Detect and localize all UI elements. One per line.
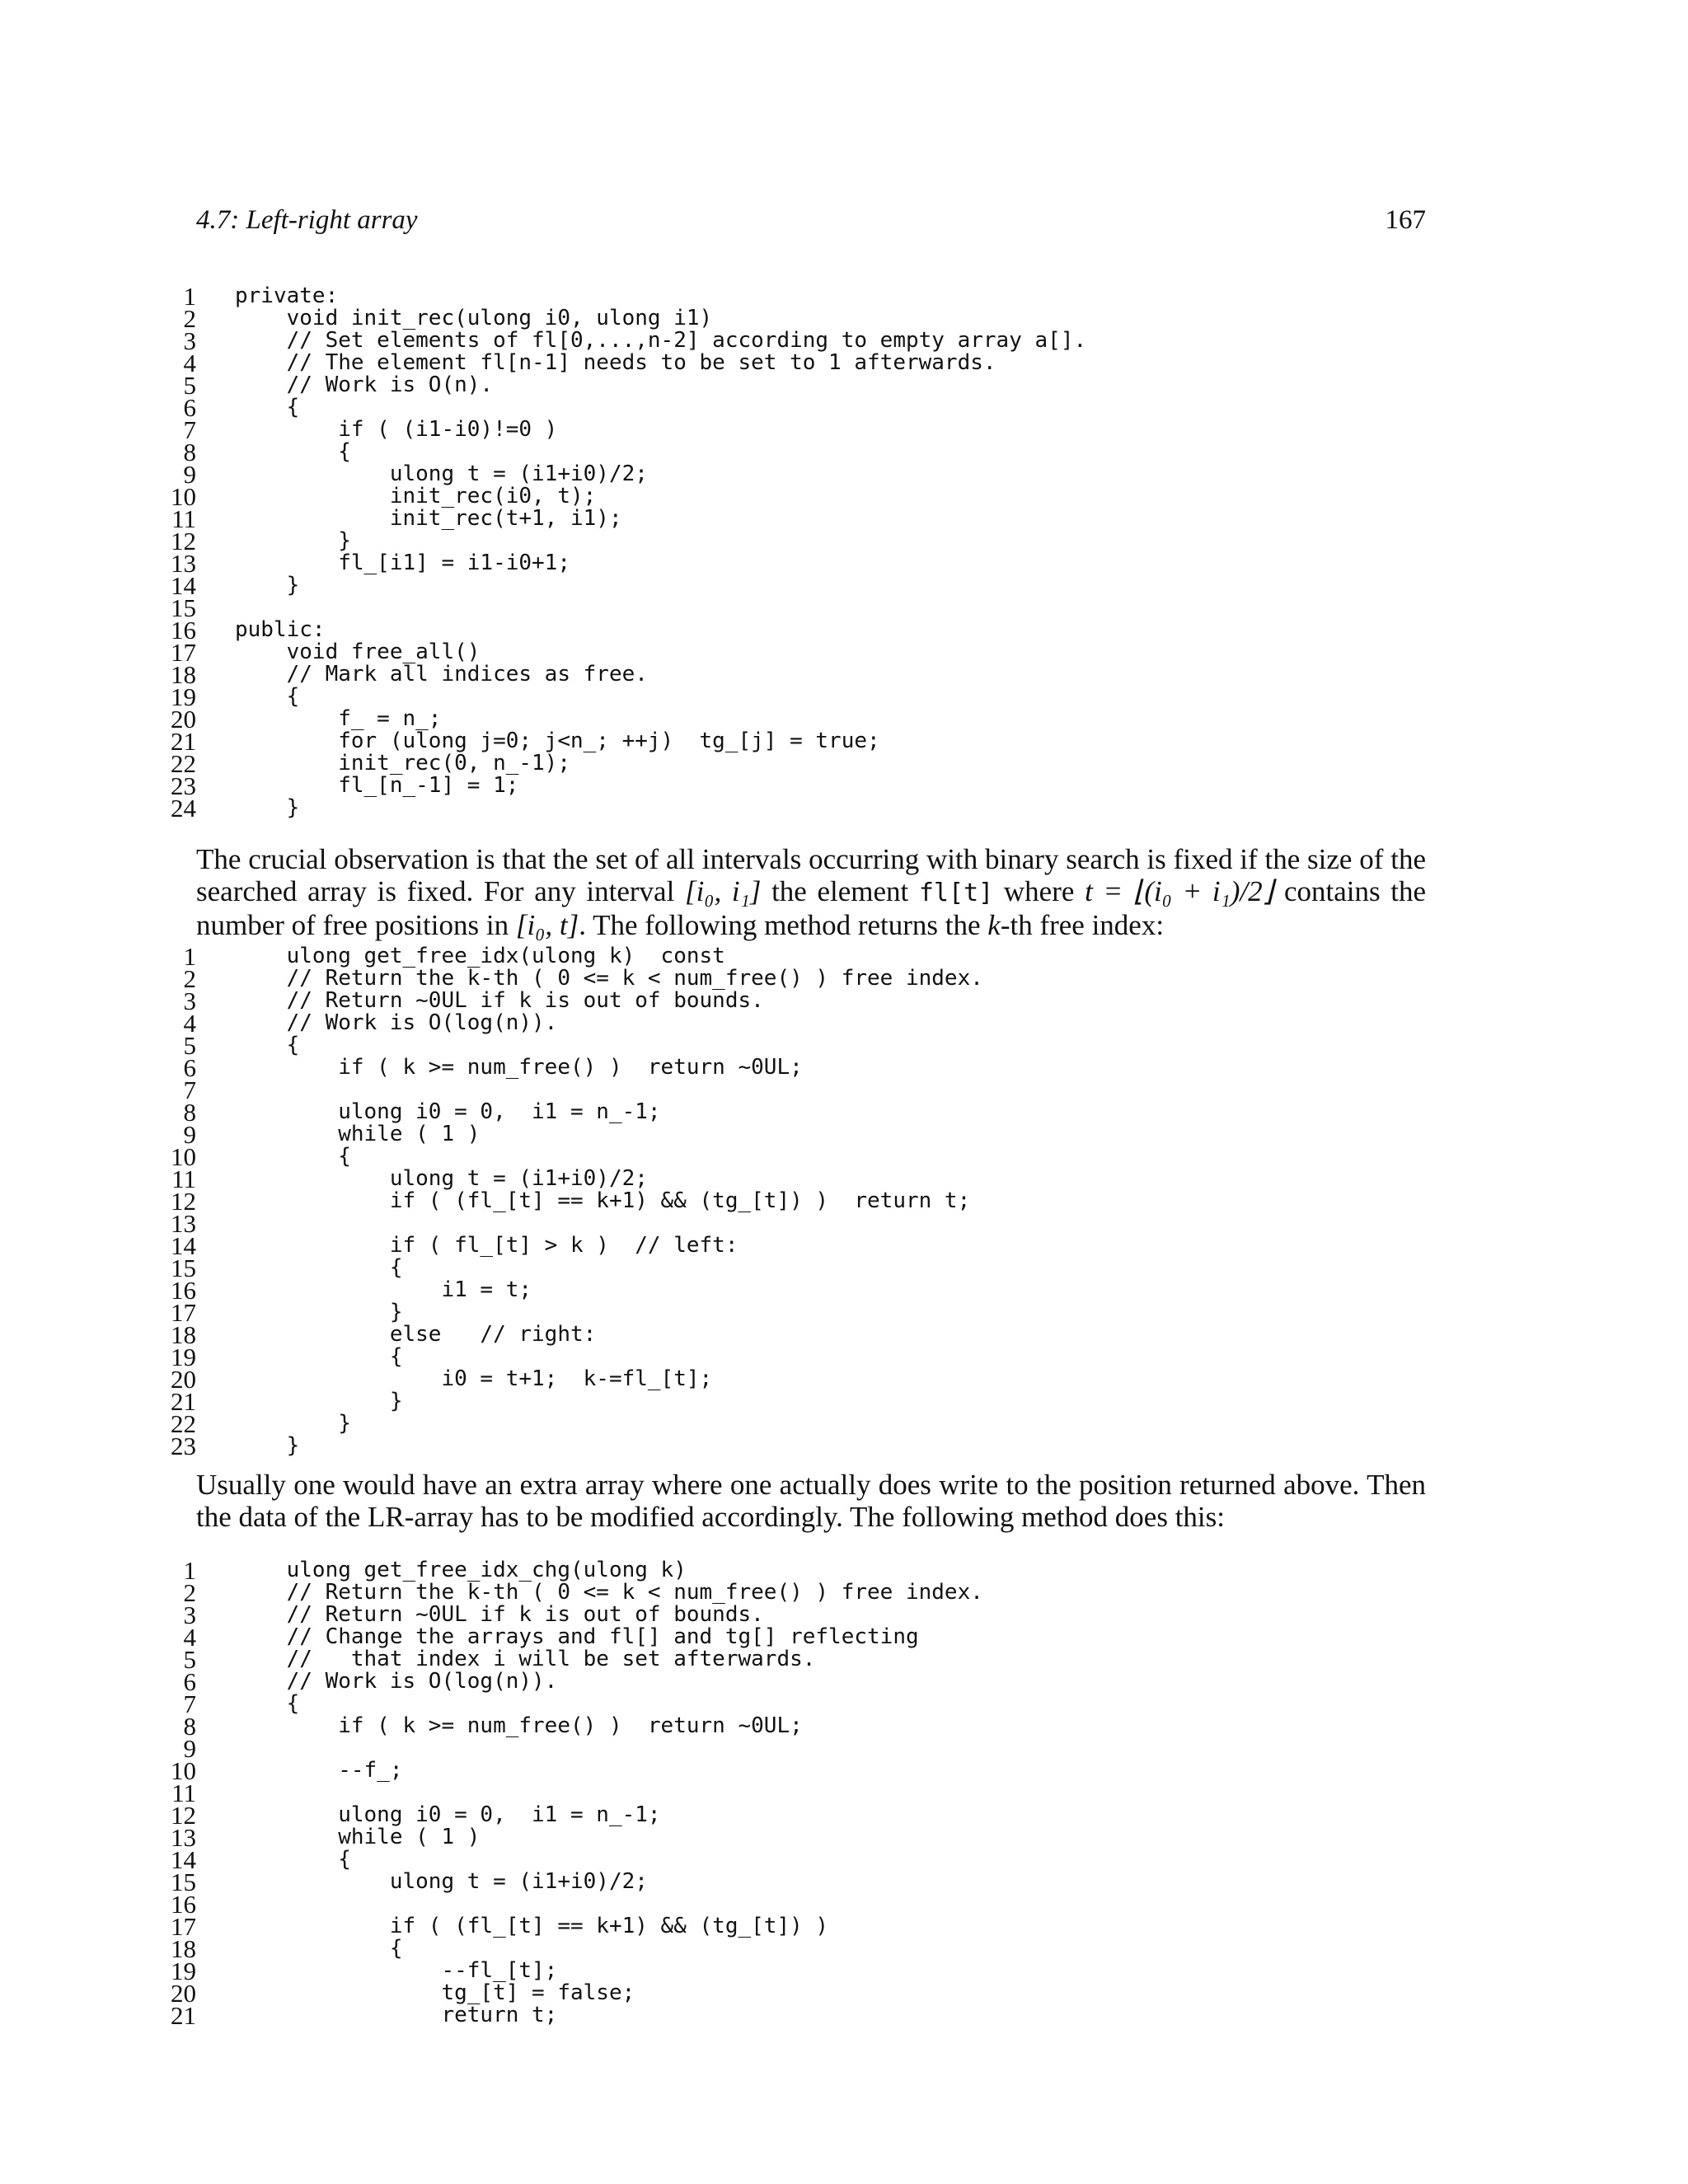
line-number: 17 [171,638,196,667]
code-text: { [235,1255,403,1280]
line-number: 17 [171,1298,196,1327]
section-title: 4.7: Left-right array [196,205,418,235]
code-text: } [235,1411,351,1436]
code-text: --fl_[t]; [235,1958,558,1983]
code-text: } [235,1300,403,1324]
code-line [0,1912,1688,1941]
line-number: 7 [183,1690,196,1718]
code-text: // that index i will be set afterwards. [235,1647,816,1671]
code-line [0,1823,1688,1852]
line-number: 7 [183,415,196,444]
code-line [0,660,1688,689]
code-line [0,1756,1688,1785]
code-text: f_ = n_; [235,706,442,731]
code-text: for (ulong j=0; j<n_; ++j) tg_[j] = true; [235,729,880,753]
code-line [0,1578,1688,1607]
line-number: 11 [171,1165,196,1193]
code-line [0,1712,1688,1741]
code-line [0,1801,1688,1830]
code-text: // Return the k-th ( 0 <= k < num_free() ) free index. [235,966,983,991]
code-line [0,1690,1688,1718]
code-text: } [235,573,300,598]
line-number: 12 [171,527,196,555]
code-line [0,1957,1688,1985]
line-number: 8 [183,1098,196,1127]
code-line [0,771,1688,800]
line-number: 13 [171,549,196,578]
line-number: 6 [183,1667,196,1696]
code-text: init_rec(0, n_-1); [235,751,570,776]
line-number: 7 [183,1076,196,1104]
line-number: 22 [171,749,196,778]
code-line [0,1165,1688,1193]
code-text: --f_; [235,1758,403,1783]
code-text: ulong get_free_idx(ulong k) const [235,944,725,968]
line-number: 10 [171,1142,196,1171]
line-number: 9 [183,1120,196,1149]
math-formula: t = ⌊(i₀ + i₁)/2⌋ [1085,875,1274,907]
code-text: else // right: [235,1322,597,1347]
code-line [0,1142,1688,1171]
code-text: void free_all() [235,640,481,664]
paragraph-text: where [993,875,1085,907]
line-number: 11 [171,504,196,533]
line-number: 11 [171,1779,196,1807]
code-text: { [235,1033,300,1057]
code-line [0,1432,1688,1460]
code-line [0,1076,1688,1104]
line-number: 16 [171,1276,196,1305]
code-line [0,1868,1688,1896]
math-variable: k [987,909,1001,941]
line-number: 20 [171,705,196,733]
line-number: 15 [171,593,196,622]
code-line [0,415,1688,444]
line-number: 9 [183,1734,196,1763]
code-line [0,1645,1688,1674]
line-number: 15 [171,1254,196,1282]
line-number: 10 [171,1756,196,1785]
code-line [0,1343,1688,1371]
line-number: 10 [171,482,196,511]
code-text: ulong t = (i1+i0)/2; [235,462,648,486]
code-text: public: [235,617,326,642]
page-number: 167 [1385,205,1426,235]
line-number: 21 [171,1387,196,1416]
code-line [0,1276,1688,1305]
code-text: // Work is O(log(n)). [235,1669,558,1694]
running-header [196,202,1426,239]
code-line [0,1320,1688,1349]
line-number: 19 [171,682,196,711]
line-number: 13 [171,1823,196,1852]
code-text: if ( fl_[t] > k ) // left: [235,1233,738,1258]
code-line [0,1934,1688,1963]
code-line [0,1779,1688,1807]
code-text: // The element fl[n-1] needs to be set to 1 afterwards. [235,350,996,375]
code-text: while ( 1 ) [235,1825,481,1849]
code-text: { [235,395,300,419]
code-line [0,460,1688,489]
line-number: 16 [171,616,196,644]
line-number: 13 [171,1209,196,1238]
code-text: } [235,528,351,553]
code-text: i0 = t+1; k-=fl_[t]; [235,1366,713,1391]
line-number: 24 [171,794,196,823]
code-line [0,593,1688,622]
code-text: ulong t = (i1+i0)/2; [235,1869,648,1894]
code-listing-init-rec [0,282,1688,823]
paragraph-text: the element [761,875,919,907]
code-line [0,482,1688,511]
code-text: ulong i0 = 0, i1 = n_-1; [235,1802,661,1827]
code-line [0,727,1688,756]
paragraph-text: -th free index: [1000,909,1165,941]
code-text: if ( (i1-i0)!=0 ) [235,417,558,442]
line-number: 20 [171,1979,196,2008]
code-text: // Return the k-th ( 0 <= k < num_free() ) free index. [235,1580,983,1605]
code-line [0,549,1688,578]
code-line [0,1365,1688,1394]
line-number: 9 [183,460,196,489]
code-text: } [235,1389,403,1413]
line-number: 3 [183,987,196,1015]
code-text: { [235,1936,403,1961]
paragraph-text: contains the number of free positions in [196,875,1426,941]
code-line [0,527,1688,555]
code-line [0,942,1688,971]
code-line [0,304,1688,333]
code-line [0,1387,1688,1416]
code-text: { [235,684,300,709]
code-line [0,371,1688,400]
code-line [0,1009,1688,1038]
line-number: 14 [171,1231,196,1260]
code-text: { [235,1691,300,1716]
code-text: i1 = t; [235,1277,532,1302]
code-text: } [235,1433,300,1458]
code-line [0,1231,1688,1260]
code-line [0,1845,1688,1874]
line-number: 3 [183,1601,196,1629]
code-line [0,393,1688,422]
code-line [0,794,1688,823]
code-text: { [235,1847,351,1872]
paragraph-text: . The following method returns the [579,909,988,941]
line-number: 15 [171,1868,196,1896]
line-number: 4 [183,1623,196,1652]
code-text: init_rec(t+1, i1); [235,506,622,531]
code-text: // Mark all indices as free. [235,662,648,687]
code-text: { [235,1344,403,1369]
code-text: ulong t = (i1+i0)/2; [235,1166,648,1191]
code-line [0,1187,1688,1216]
code-line [0,571,1688,600]
line-number: 18 [171,660,196,689]
code-text: // Return ~0UL if k is out of bounds. [235,1602,764,1627]
line-number: 2 [183,1578,196,1607]
line-number: 23 [171,771,196,800]
line-number: 6 [183,1053,196,1082]
code-text: tg_[t] = false; [235,1980,635,2005]
code-line [0,705,1688,733]
line-number: 8 [183,1712,196,1741]
code-text: fl_[n_-1] = 1; [235,773,519,798]
code-line [0,1120,1688,1149]
line-number: 23 [171,1432,196,1460]
code-text: if ( k >= num_free() ) return ~0UL; [235,1055,803,1080]
code-line [0,964,1688,993]
code-line [0,1623,1688,1652]
line-number: 2 [183,304,196,333]
code-text: // Work is O(n). [235,373,494,397]
line-number: 1 [183,282,196,311]
code-line [0,1098,1688,1127]
line-number: 14 [171,1845,196,1874]
code-text: void init_rec(ulong i0, ulong i1) [235,306,713,330]
code-text: ulong get_free_idx_chg(ulong k) [235,1558,687,1582]
line-number: 21 [171,727,196,756]
line-number: 4 [183,1009,196,1038]
paragraph-text: The crucial observation is that the set of all intervals occurring with binary search is fixed if the size of the searched array is fixed. For any interval [196,843,1426,907]
line-number: 4 [183,349,196,377]
code-text: { [235,1144,351,1169]
line-number: 20 [171,1365,196,1394]
code-line [0,282,1688,311]
code-line [0,1556,1688,1585]
line-number: 8 [183,438,196,466]
line-number: 12 [171,1187,196,1216]
line-number: 18 [171,1934,196,1963]
line-number: 5 [183,371,196,400]
code-line [0,504,1688,533]
inline-code: fl[t] [918,879,994,907]
line-number: 3 [183,326,196,355]
code-line [0,987,1688,1015]
code-line [0,638,1688,667]
code-text: if ( (fl_[t] == k+1) && (tg_[t]) ) return t; [235,1188,971,1213]
code-text: if ( k >= num_free() ) return ~0UL; [235,1713,803,1738]
code-text: // Work is O(log(n)). [235,1010,558,1035]
code-line [0,1409,1688,1438]
line-number: 1 [183,942,196,971]
line-number: 17 [171,1912,196,1941]
code-line [0,682,1688,711]
code-text: fl_[i1] = i1-i0+1; [235,551,570,575]
math-interval: [i₀, i₁] [684,875,762,907]
code-line [0,1254,1688,1282]
code-line [0,1601,1688,1629]
code-listing-get-free-idx [0,942,1688,1460]
code-line [0,616,1688,644]
code-line [0,1734,1688,1763]
code-text: private: [235,284,339,308]
code-line [0,1298,1688,1327]
line-number: 18 [171,1320,196,1349]
code-line [0,1979,1688,2008]
line-number: 19 [171,1343,196,1371]
code-line [0,1031,1688,1060]
code-text: return t; [235,2003,558,2027]
code-line [0,749,1688,778]
code-text: if ( (fl_[t] == k+1) && (tg_[t]) ) [235,1914,829,1938]
line-number: 16 [171,1890,196,1919]
line-number: 6 [183,393,196,422]
line-number: 22 [171,1409,196,1438]
code-line [0,1890,1688,1919]
code-text: while ( 1 ) [235,1122,481,1146]
code-text: init_rec(i0, t); [235,484,597,509]
math-interval: [i₀, t] [515,909,579,941]
line-number: 14 [171,571,196,600]
code-text: // Return ~0UL if k is out of bounds. [235,988,764,1013]
code-text: { [235,439,351,464]
code-line [0,1053,1688,1082]
line-number: 12 [171,1801,196,1830]
paragraph-lr-array: Usually one would have an extra array where one actually does write to the position returned above. Then the data of the LR-array has to be modified accordingly. The following method does this: [196,1469,1426,1533]
code-text: ulong i0 = 0, i1 = n_-1; [235,1099,661,1124]
code-line [0,438,1688,466]
code-line [0,349,1688,377]
code-line [0,326,1688,355]
code-text: } [235,795,300,820]
code-text: // Change the arrays and fl[] and tg[] reflecting [235,1624,919,1649]
code-line [0,1209,1688,1238]
code-line [0,1667,1688,1696]
code-line [0,2001,1688,2030]
line-number: 5 [183,1645,196,1674]
line-number: 21 [171,2001,196,2030]
code-listing-get-free-idx-chg [0,1556,1688,2030]
paragraph-binary-search [196,843,1426,941]
line-number: 1 [183,1556,196,1585]
line-number: 19 [171,1957,196,1985]
line-number: 5 [183,1031,196,1060]
line-number: 2 [183,964,196,993]
code-text: // Set elements of fl[0,...,n-2] according to empty array a[]. [235,328,1087,353]
